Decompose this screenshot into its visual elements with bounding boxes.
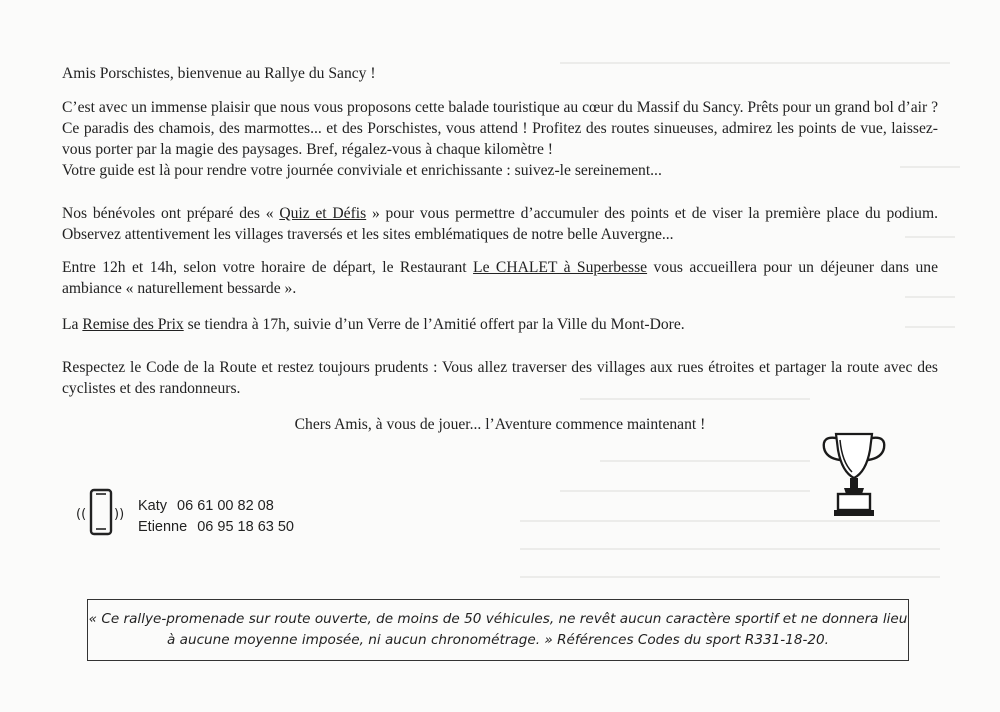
- bleed-through-line: [520, 576, 940, 578]
- bleed-through-line: [520, 520, 940, 522]
- contact-name: Etienne: [138, 519, 188, 535]
- smartphone-icon: [74, 488, 128, 538]
- contact-row: [138, 517, 294, 538]
- intro-paragraph: [62, 97, 938, 181]
- bleed-through-line: [600, 460, 810, 462]
- svg-text:((: ((: [76, 507, 87, 522]
- lunch-paragraph: [62, 257, 938, 299]
- bleed-through-line: [520, 548, 940, 550]
- prize-text-after: se tiendra à 17h, suivie d’un Verre de l’Amitié offert par la Ville du Mont-Dore.: [183, 316, 685, 333]
- contact-phone[interactable]: 06 61 00 82 08: [177, 498, 274, 514]
- closing-text: Chers Amis, à vous de jouer... l’Aventure commence maintenant !: [294, 416, 706, 433]
- prize-highlight: Remise des Prix: [82, 316, 184, 333]
- contact-row: [138, 496, 294, 517]
- prize-text-before: La: [62, 316, 83, 333]
- quiz-highlight: Quiz et Défis: [279, 205, 367, 222]
- contact-name: Katy: [138, 498, 168, 514]
- bleed-through-line: [560, 490, 810, 492]
- safety-text: Respectez le Code de la Route et restez toujours prudents : Vous allez traverser des villages aux rues étroites et partager la route avec des cyclistes et des randonneurs.: [62, 359, 938, 397]
- svg-text:)): )): [114, 507, 125, 522]
- legal-notice-line: « Ce rallye-promenade sur route ouverte, de moins de 50 véhicules, ne revêt aucun caractère sportif et ne donnera lieu: [88, 611, 908, 627]
- contact-phone[interactable]: 06 95 18 63 50: [197, 519, 294, 535]
- safety-paragraph: [62, 357, 938, 399]
- guide-text: Votre guide est là pour rendre votre journée conviviale et enrichissante : suivez-le sereinement...: [62, 162, 662, 179]
- contact-list: [138, 496, 294, 538]
- legal-notice-line: à aucune moyenne imposée, ni aucun chronométrage. » Références Codes du sport R331-18-20.: [166, 632, 830, 648]
- prize-paragraph: [62, 314, 938, 335]
- quiz-text-after: » pour vous permettre d’accumuler des points et de viser la première place du podium. Observez attentivement les villages traversés et les sites emblématiques de notre belle Auvergne...: [62, 205, 939, 243]
- intro-text: C’est avec un immense plaisir que nous vous proposons cette balade touristique au cœur du Massif du Sancy. Prêts pour un grand bol d’air ? Ce paradis des chamois, des marmottes... et des Porschistes, vous attend ! Profitez des routes sinueuses, admirez les points de vue, laissez-vous porter par la magie des paysages. Bref, régalez-vous à chaque kilomètre !: [62, 99, 938, 158]
- legal-notice-box: [87, 599, 909, 661]
- greeting-text: Amis Porschistes, bienvenue au Rallye du Sancy !: [62, 65, 376, 82]
- quiz-text-before: Nos bénévoles ont préparé des «: [62, 205, 280, 222]
- quiz-paragraph: [62, 203, 938, 245]
- closing-line: [62, 414, 938, 435]
- greeting: [62, 63, 938, 84]
- trophy-icon: [818, 428, 890, 520]
- restaurant-name: Le CHALET à Superbesse: [473, 259, 648, 276]
- lunch-text-before: Entre 12h et 14h, selon votre horaire de départ, le Restaurant: [62, 259, 474, 276]
- lunch-text-after: vous accueillera pour un déjeuner dans une ambiance « naturellement bessarde ».: [62, 259, 939, 297]
